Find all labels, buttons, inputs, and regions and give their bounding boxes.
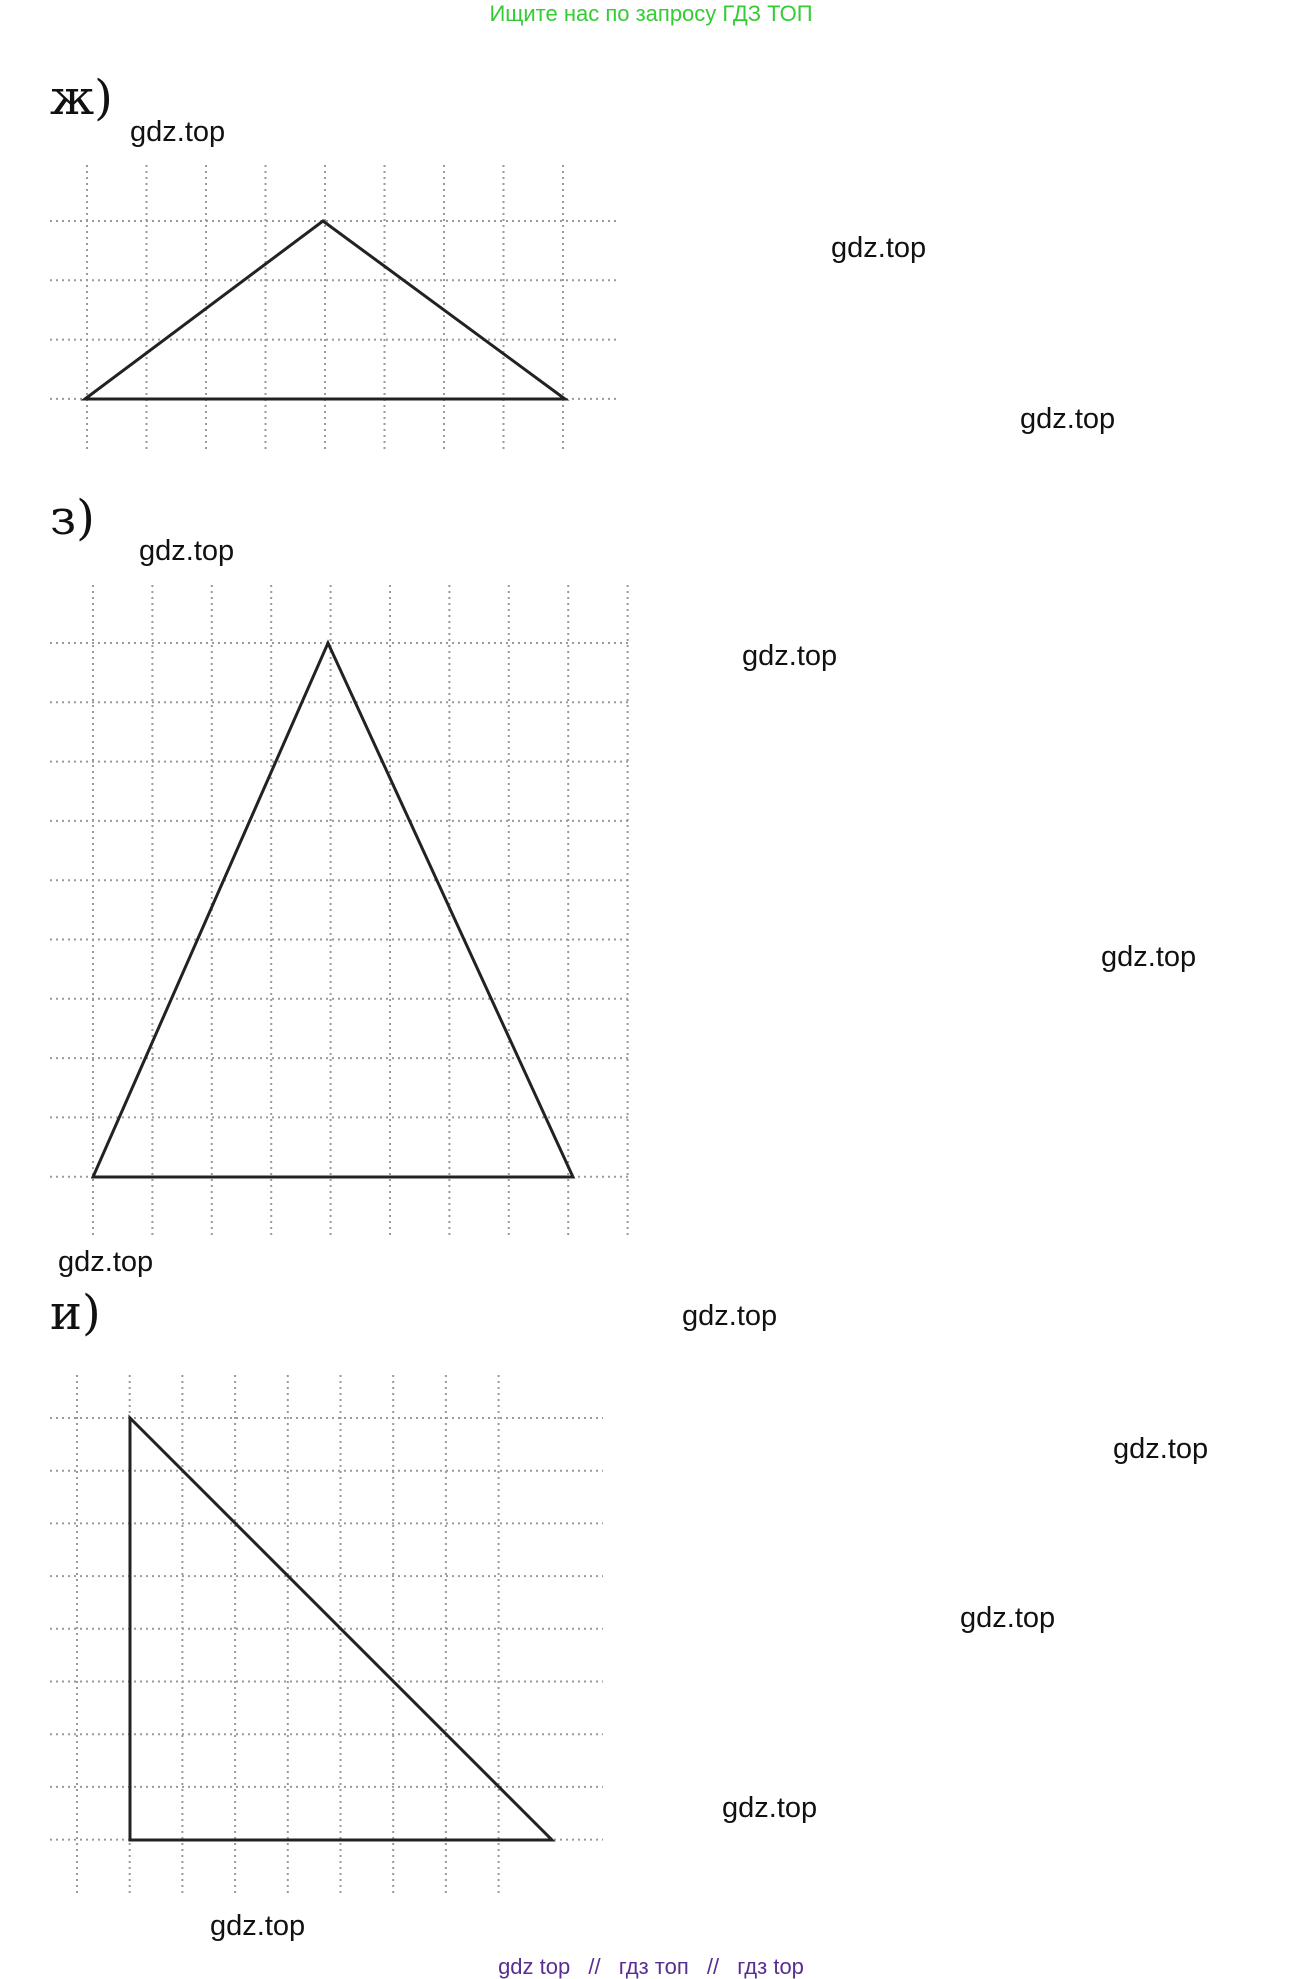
figure-label-i: и): [50, 1285, 101, 1341]
footer-link-gdz-top-ru[interactable]: гдз топ: [618, 1954, 689, 1979]
footer-link-gdz-top[interactable]: gdz top: [498, 1954, 571, 1979]
footer-separator: //: [588, 1954, 601, 1979]
watermark-text: gdz.top: [722, 1792, 818, 1824]
watermark-text: gdz.top: [1020, 403, 1116, 435]
watermark-text: gdz.top: [139, 535, 235, 567]
footer-separator: //: [706, 1954, 720, 1979]
watermark-text: gdz.top: [130, 116, 226, 148]
grid-i: [50, 1375, 603, 1895]
watermark-text: gdz.top: [682, 1300, 778, 1332]
watermark-text: gdz.top: [742, 640, 838, 672]
footer-link-gdz-top-mixed[interactable]: гдз top: [737, 1954, 804, 1979]
watermark-text: gdz.top: [831, 232, 927, 264]
search-hint-link[interactable]: Ищите нас по запросу ГДЗ ТОП: [489, 1, 813, 26]
watermark-text: gdz.top: [1101, 941, 1197, 973]
footer-links: [0, 1956, 1302, 1978]
watermark-text: gdz.top: [58, 1246, 154, 1278]
figure-label-zh: ж): [50, 70, 113, 126]
watermark-text: gdz.top: [210, 1910, 306, 1942]
figure-label-z: з): [50, 490, 95, 546]
watermark-text: gdz.top: [1113, 1433, 1209, 1465]
watermark-text: gdz.top: [960, 1602, 1056, 1634]
